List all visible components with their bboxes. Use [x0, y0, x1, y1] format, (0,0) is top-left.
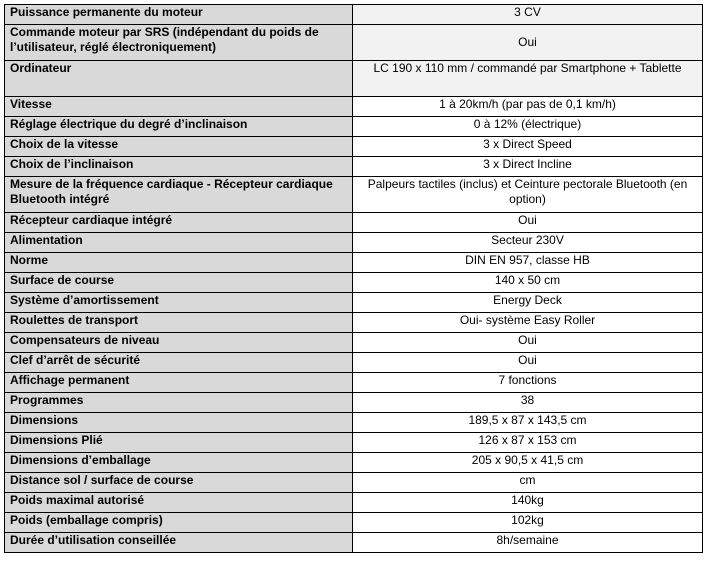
- row-label: Poids maximal autorisé: [5, 493, 353, 513]
- row-label: Ordinateur: [5, 61, 353, 97]
- table-row: [5, 293, 703, 313]
- row-value: 1 à 20km/h (par pas de 0,1 km/h): [353, 97, 703, 117]
- row-value: DIN EN 957, classe HB: [353, 253, 703, 273]
- row-value: Oui: [353, 25, 703, 61]
- row-label: Dimensions Plié: [5, 433, 353, 453]
- table-row: [5, 117, 703, 137]
- row-label: Durée d’utilisation conseillée: [5, 533, 353, 553]
- table-row: [5, 513, 703, 533]
- row-value: LC 190 x 110 mm / commandé par Smartphone + Tablette: [353, 61, 703, 97]
- table-row: [5, 5, 703, 25]
- row-value: 140kg: [353, 493, 703, 513]
- row-value: Palpeurs tactiles (inclus) et Ceinture pectorale Bluetooth (en option): [353, 177, 703, 213]
- table-row: [5, 493, 703, 513]
- row-value: 205 x 90,5 x 41,5 cm: [353, 453, 703, 473]
- row-label: Mesure de la fréquence cardiaque - Récepteur cardiaque Bluetooth intégré: [5, 177, 353, 213]
- row-value: 0 à 12% (électrique): [353, 117, 703, 137]
- table-row: [5, 157, 703, 177]
- row-label: Surface de course: [5, 273, 353, 293]
- table-row: [5, 333, 703, 353]
- row-label: Affichage permanent: [5, 373, 353, 393]
- row-label: Système d’amortissement: [5, 293, 353, 313]
- row-value: 8h/semaine: [353, 533, 703, 553]
- row-label: Récepteur cardiaque intégré: [5, 213, 353, 233]
- table-row: [5, 533, 703, 553]
- row-value: 189,5 x 87 x 143,5 cm: [353, 413, 703, 433]
- row-label: Norme: [5, 253, 353, 273]
- table-row: [5, 373, 703, 393]
- table-row: [5, 273, 703, 293]
- row-label: Dimensions d’emballage: [5, 453, 353, 473]
- row-value: 38: [353, 393, 703, 413]
- table-row: [5, 413, 703, 433]
- row-value: Oui: [353, 333, 703, 353]
- table-row: [5, 25, 703, 61]
- row-value: Oui: [353, 353, 703, 373]
- row-value: Energy Deck: [353, 293, 703, 313]
- row-value: 126 x 87 x 153 cm: [353, 433, 703, 453]
- row-label: Choix de la vitesse: [5, 137, 353, 157]
- row-label: Poids (emballage compris): [5, 513, 353, 533]
- table-row: [5, 313, 703, 333]
- table-row: [5, 393, 703, 413]
- row-value: 3 CV: [353, 5, 703, 25]
- table-row: [5, 253, 703, 273]
- row-label: Programmes: [5, 393, 353, 413]
- row-value: 3 x Direct Incline: [353, 157, 703, 177]
- table-row: [5, 233, 703, 253]
- table-row: [5, 137, 703, 157]
- row-label: Roulettes de transport: [5, 313, 353, 333]
- row-label: Alimentation: [5, 233, 353, 253]
- table-row: [5, 177, 703, 213]
- row-value: cm: [353, 473, 703, 493]
- table-row: [5, 213, 703, 233]
- row-value: Oui- système Easy Roller: [353, 313, 703, 333]
- row-label: Vitesse: [5, 97, 353, 117]
- table-row: [5, 97, 703, 117]
- table-row: [5, 473, 703, 493]
- row-label: Dimensions: [5, 413, 353, 433]
- row-label: Compensateurs de niveau: [5, 333, 353, 353]
- row-value: 102kg: [353, 513, 703, 533]
- table-row: [5, 433, 703, 453]
- row-value: 140 x 50 cm: [353, 273, 703, 293]
- row-label: Réglage électrique du degré d’inclinaison: [5, 117, 353, 137]
- spec-table: [4, 4, 703, 553]
- row-value: 3 x Direct Speed: [353, 137, 703, 157]
- table-row: [5, 453, 703, 473]
- row-value: Oui: [353, 213, 703, 233]
- table-row: [5, 61, 703, 97]
- row-label: Choix de l’inclinaison: [5, 157, 353, 177]
- table-row: [5, 353, 703, 373]
- row-label: Puissance permanente du moteur: [5, 5, 353, 25]
- row-label: Clef d’arrêt de sécurité: [5, 353, 353, 373]
- row-label: Distance sol / surface de course: [5, 473, 353, 493]
- row-label: Commande moteur par SRS (indépendant du poids de l’utilisateur, réglé électroniquement): [5, 25, 353, 61]
- row-value: 7 fonctions: [353, 373, 703, 393]
- row-value: Secteur 230V: [353, 233, 703, 253]
